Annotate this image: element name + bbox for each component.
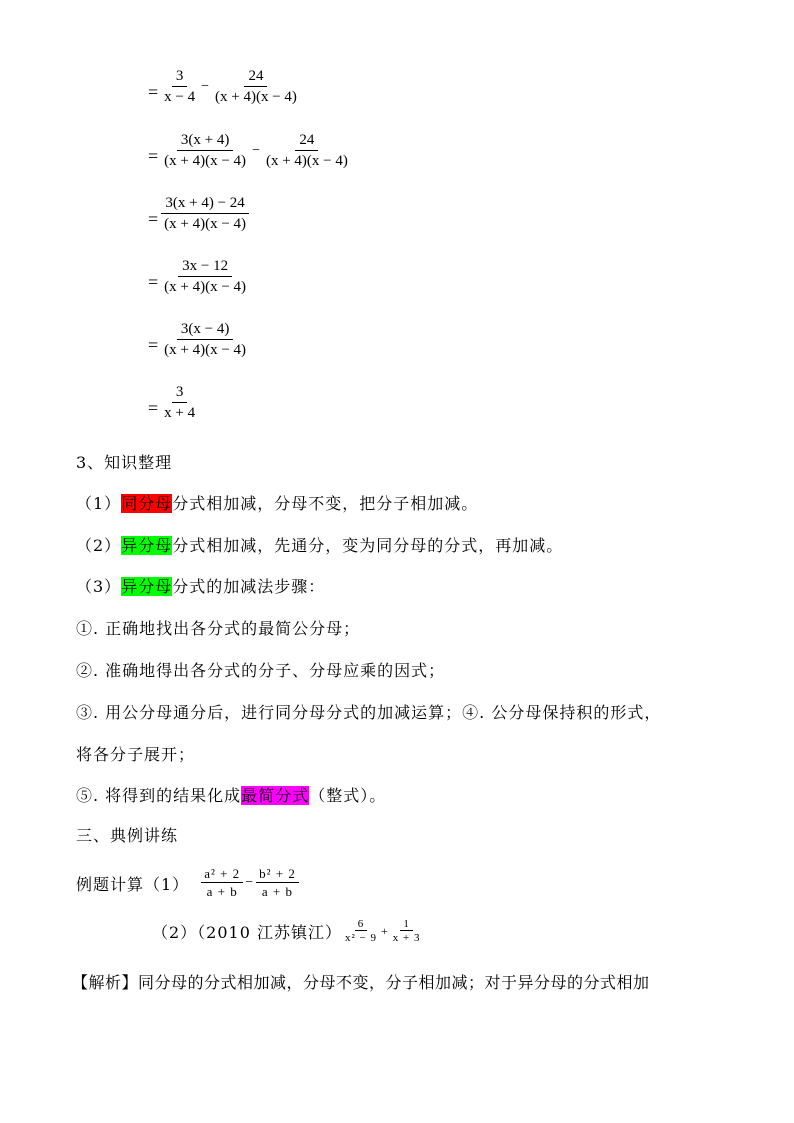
numerator: a² + 2 [201, 866, 243, 883]
analysis-text: 【解析】同分母的分式相加减，分母不变，分子相加减；对于异分母的分式相加 [72, 973, 650, 992]
equation-line-5 [148, 321, 250, 359]
step-3-4: ③. 用公分母通分后，进行同分母分式的加减运算；④. 公分母保持积的形式， [76, 703, 662, 722]
numerator: 3(x + 4) [177, 132, 233, 151]
numerator: 6 [355, 918, 368, 931]
denominator: a + b [206, 884, 238, 899]
equals-sign: = [148, 272, 159, 292]
numerator: b² + 2 [256, 866, 299, 883]
item-text: 分式相加减，先通分，变为同分母的分式，再加减。 [172, 536, 564, 555]
operator: − [201, 79, 210, 94]
numerator: 3x − 12 [178, 258, 232, 277]
equation-line-4 [148, 258, 250, 296]
numerator: 1 [400, 918, 413, 931]
equation-line-2 [148, 132, 352, 170]
knowledge-item-3 [76, 574, 325, 597]
highlight-simplest-fraction: 最简分式 [241, 786, 310, 805]
equation-line-3 [148, 195, 250, 233]
operator: + [381, 923, 389, 938]
equals-sign: = [148, 335, 159, 355]
step-5 [76, 783, 386, 806]
step-2: ②. 准确地得出各分式的分子、分母应乘的因式； [76, 661, 446, 680]
denominator: (x + 4)(x − 4) [164, 153, 247, 169]
equation-line-6 [148, 384, 199, 422]
equals-sign: = [148, 209, 159, 229]
operator: − [245, 875, 255, 890]
fraction [256, 866, 299, 900]
numerator: 24 [295, 132, 318, 151]
item-prefix: （2） [76, 536, 122, 555]
section-heading-examples: 三、典例讲练 [76, 826, 179, 845]
numerator: 3(x + 4) − 24 [161, 195, 248, 214]
denominator: (x + 4)(x − 4) [164, 342, 247, 358]
fraction [160, 195, 250, 233]
numerator: 3(x − 4) [177, 321, 233, 340]
fraction [160, 132, 250, 170]
knowledge-item-1 [76, 491, 478, 514]
fraction [160, 384, 199, 422]
example-1-label: 例题计算（1） [76, 874, 190, 894]
numerator: 3 [172, 68, 188, 87]
knowledge-item-2 [76, 533, 563, 556]
denominator: (x + 4)(x − 4) [265, 153, 348, 169]
step-text: ⑤. 将得到的结果化成 [76, 786, 242, 805]
item-prefix: （1） [76, 494, 122, 513]
fraction [390, 918, 424, 944]
equals-sign: = [148, 398, 159, 418]
step-text: （整式）。 [309, 786, 387, 805]
section-heading-knowledge: 3、知识整理 [76, 453, 173, 472]
fraction [211, 68, 301, 106]
denominator: x − 4 [164, 89, 196, 105]
denominator: (x + 4)(x − 4) [215, 89, 297, 105]
denominator: a + b [261, 884, 294, 899]
highlight-same-denominator: 同分母 [121, 494, 173, 513]
highlight-different-denominator: 异分母 [121, 536, 173, 555]
step-3-4-continued: 将各分子展开； [76, 745, 196, 764]
fraction [342, 918, 380, 944]
numerator: 3 [172, 384, 188, 403]
item-text: 分式相加减，分母不变，把分子相加减。 [172, 494, 479, 513]
fraction [160, 258, 250, 296]
fraction [160, 68, 199, 106]
step-1: ①. 正确地找出各分式的最简公分母； [76, 619, 361, 638]
numerator: 24 [244, 68, 267, 87]
denominator: x + 4 [164, 405, 196, 421]
example-2 [152, 918, 424, 944]
denominator: x² − 9 [345, 932, 378, 944]
equation-line-1 [148, 68, 301, 106]
operator: − [252, 143, 260, 158]
denominator: (x + 4)(x − 4) [164, 279, 247, 295]
item-text: 分式的加减法步骤： [172, 577, 326, 596]
example-2-label: （2）（2010 江苏镇江） [152, 922, 342, 942]
fraction [201, 866, 243, 900]
equals-sign: = [148, 82, 159, 102]
fraction [160, 321, 250, 359]
highlight-different-denominator: 异分母 [121, 577, 173, 596]
item-prefix: （3） [76, 577, 122, 596]
denominator: (x + 4)(x − 4) [164, 216, 247, 232]
fraction [262, 132, 352, 170]
equals-sign: = [148, 146, 159, 166]
example-1 [76, 866, 299, 900]
denominator: x + 3 [392, 932, 421, 944]
